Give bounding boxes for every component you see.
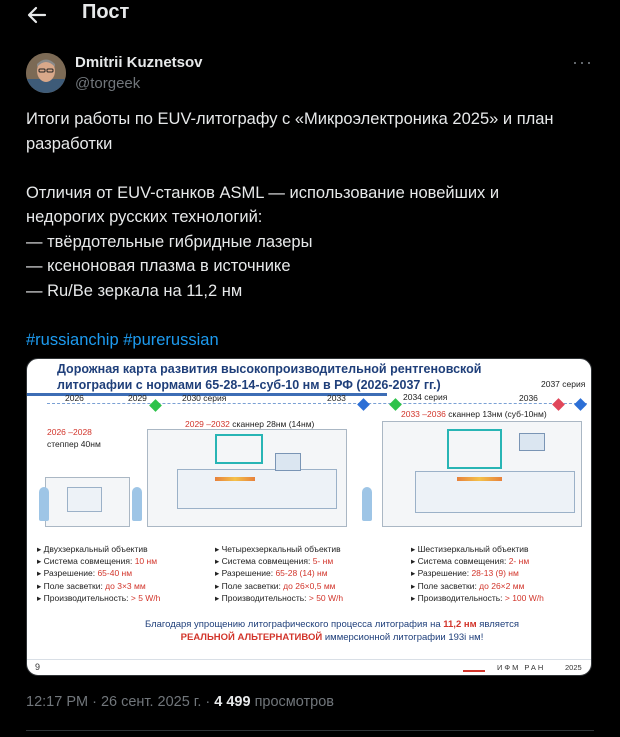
milestone-diamond [574, 398, 587, 411]
avatar-photo [26, 53, 66, 93]
author-name[interactable]: Dmitrii Kuznetsov [75, 54, 203, 71]
org-logo [463, 664, 485, 672]
year-label: 2033 [327, 393, 346, 403]
slide-title-line: литографии с нормами 65-28-14-суб-10 нм в РФ (2026-2037 гг.) [57, 378, 441, 392]
stage-range: 2029 –2032 сканнер 28нм (14нм) [185, 419, 315, 429]
post-line: недорогих русских технологий: [26, 208, 263, 226]
views-label: просмотров [250, 694, 334, 710]
post-line: Отличия от EUV-станков ASML — использование новейших и [26, 183, 500, 202]
post-image[interactable] [26, 358, 592, 676]
divider [26, 730, 594, 731]
post-line: Итоги работы по EUV-литографу с «Микроэлектроника 2025» и план [26, 110, 554, 128]
timeline [47, 403, 587, 405]
stage-range: 2026 –2028 [47, 427, 92, 437]
slide-footer [27, 659, 592, 676]
source-strip [457, 477, 502, 481]
slide-title [57, 361, 481, 393]
stage-range: 2033 –2036 сканнер 13нм (суб-10нм) [401, 409, 547, 419]
milestone-diamond [552, 398, 565, 411]
post-line: разработки [26, 134, 113, 153]
scanner-frame [447, 429, 502, 469]
spec-column-3: ▸ Шестизеркальный объектив ▸ Система совмещения: 2- нм ▸ Разрешение: 28-13 (9) нм ▸ Поле засветки: до 26×2 мм ▸ Производительность: > 100 W/h [411, 544, 544, 603]
milestone-diamond [149, 399, 162, 412]
spec-column-1: ▸ Двухзеркальный объектив ▸ Система совмещения: 10 нм ▸ Разрешение: 65-40 нм ▸ Поле засветки: до 3×3 мм ▸ Производительность: > 5 W/h [37, 544, 161, 603]
post-line: — твёрдотельные гибридные лазеры [26, 232, 313, 251]
slide-conclusion: Благодаря упрощению литографического процесса литография на 11,2 нм является РЕАЛЬНОЙ АЛЬТЕРНАТИВОЙ иммерсионной литографии 193i нм! [144, 619, 520, 643]
slide-title-line: Дорожная карта развития высокопроизводительной рентгеновской [57, 362, 482, 376]
hashtag-link[interactable]: #russianchip [26, 330, 119, 349]
back-arrow-icon[interactable] [24, 3, 50, 27]
operator-figure [39, 487, 49, 521]
year-label: 2026 [65, 393, 84, 403]
post-line: — Ru/Be зеркала на 11,2 нм [26, 281, 243, 300]
year-label: 2037 серия [541, 379, 586, 389]
author-handle[interactable]: @torgeek [75, 75, 141, 92]
stepper-machine [67, 487, 102, 512]
slide-org: ИФМ РАН [497, 663, 546, 672]
top-bar [0, 0, 620, 30]
hashtags [26, 328, 596, 353]
source-strip [215, 477, 255, 481]
stage-name: степпер 40нм [47, 439, 101, 449]
page-title: Пост [82, 1, 130, 23]
post-meta [26, 694, 334, 710]
year-label: 2030 серия [182, 393, 227, 403]
year-label: 2034 серия [403, 392, 448, 402]
scanner-module [519, 433, 545, 451]
year-label: 2036 [519, 393, 538, 403]
slide-year: 2025 [565, 663, 582, 672]
operator-figure [132, 487, 142, 521]
operator-figure [362, 487, 372, 521]
scanner-frame [215, 434, 263, 464]
hashtag-link[interactable]: #purerussian [123, 330, 219, 349]
more-options-icon[interactable]: ··· [572, 52, 593, 72]
views-count: 4 499 [214, 694, 251, 710]
post-line: — ксеноновая плазма в источнике [26, 257, 291, 275]
scanner-machine [177, 469, 337, 509]
slide-page-number: 9 [35, 662, 41, 672]
avatar[interactable] [26, 53, 66, 93]
scanner-module [275, 453, 301, 471]
post-timestamp[interactable]: 12:17 PM · 26 сент. 2025 г. · [26, 694, 215, 710]
post-text [26, 107, 596, 352]
spec-column-2: ▸ Четырехзеркальный объектив ▸ Система совмещения: 5- нм ▸ Разрешение: 65-28 (14) нм ▸ Поле засветки: до 26×0,5 мм ▸ Производительность: > 50 W/h [215, 544, 344, 603]
year-label: 2029 [128, 393, 147, 403]
milestone-diamond [389, 398, 402, 411]
milestone-diamond [357, 398, 370, 411]
